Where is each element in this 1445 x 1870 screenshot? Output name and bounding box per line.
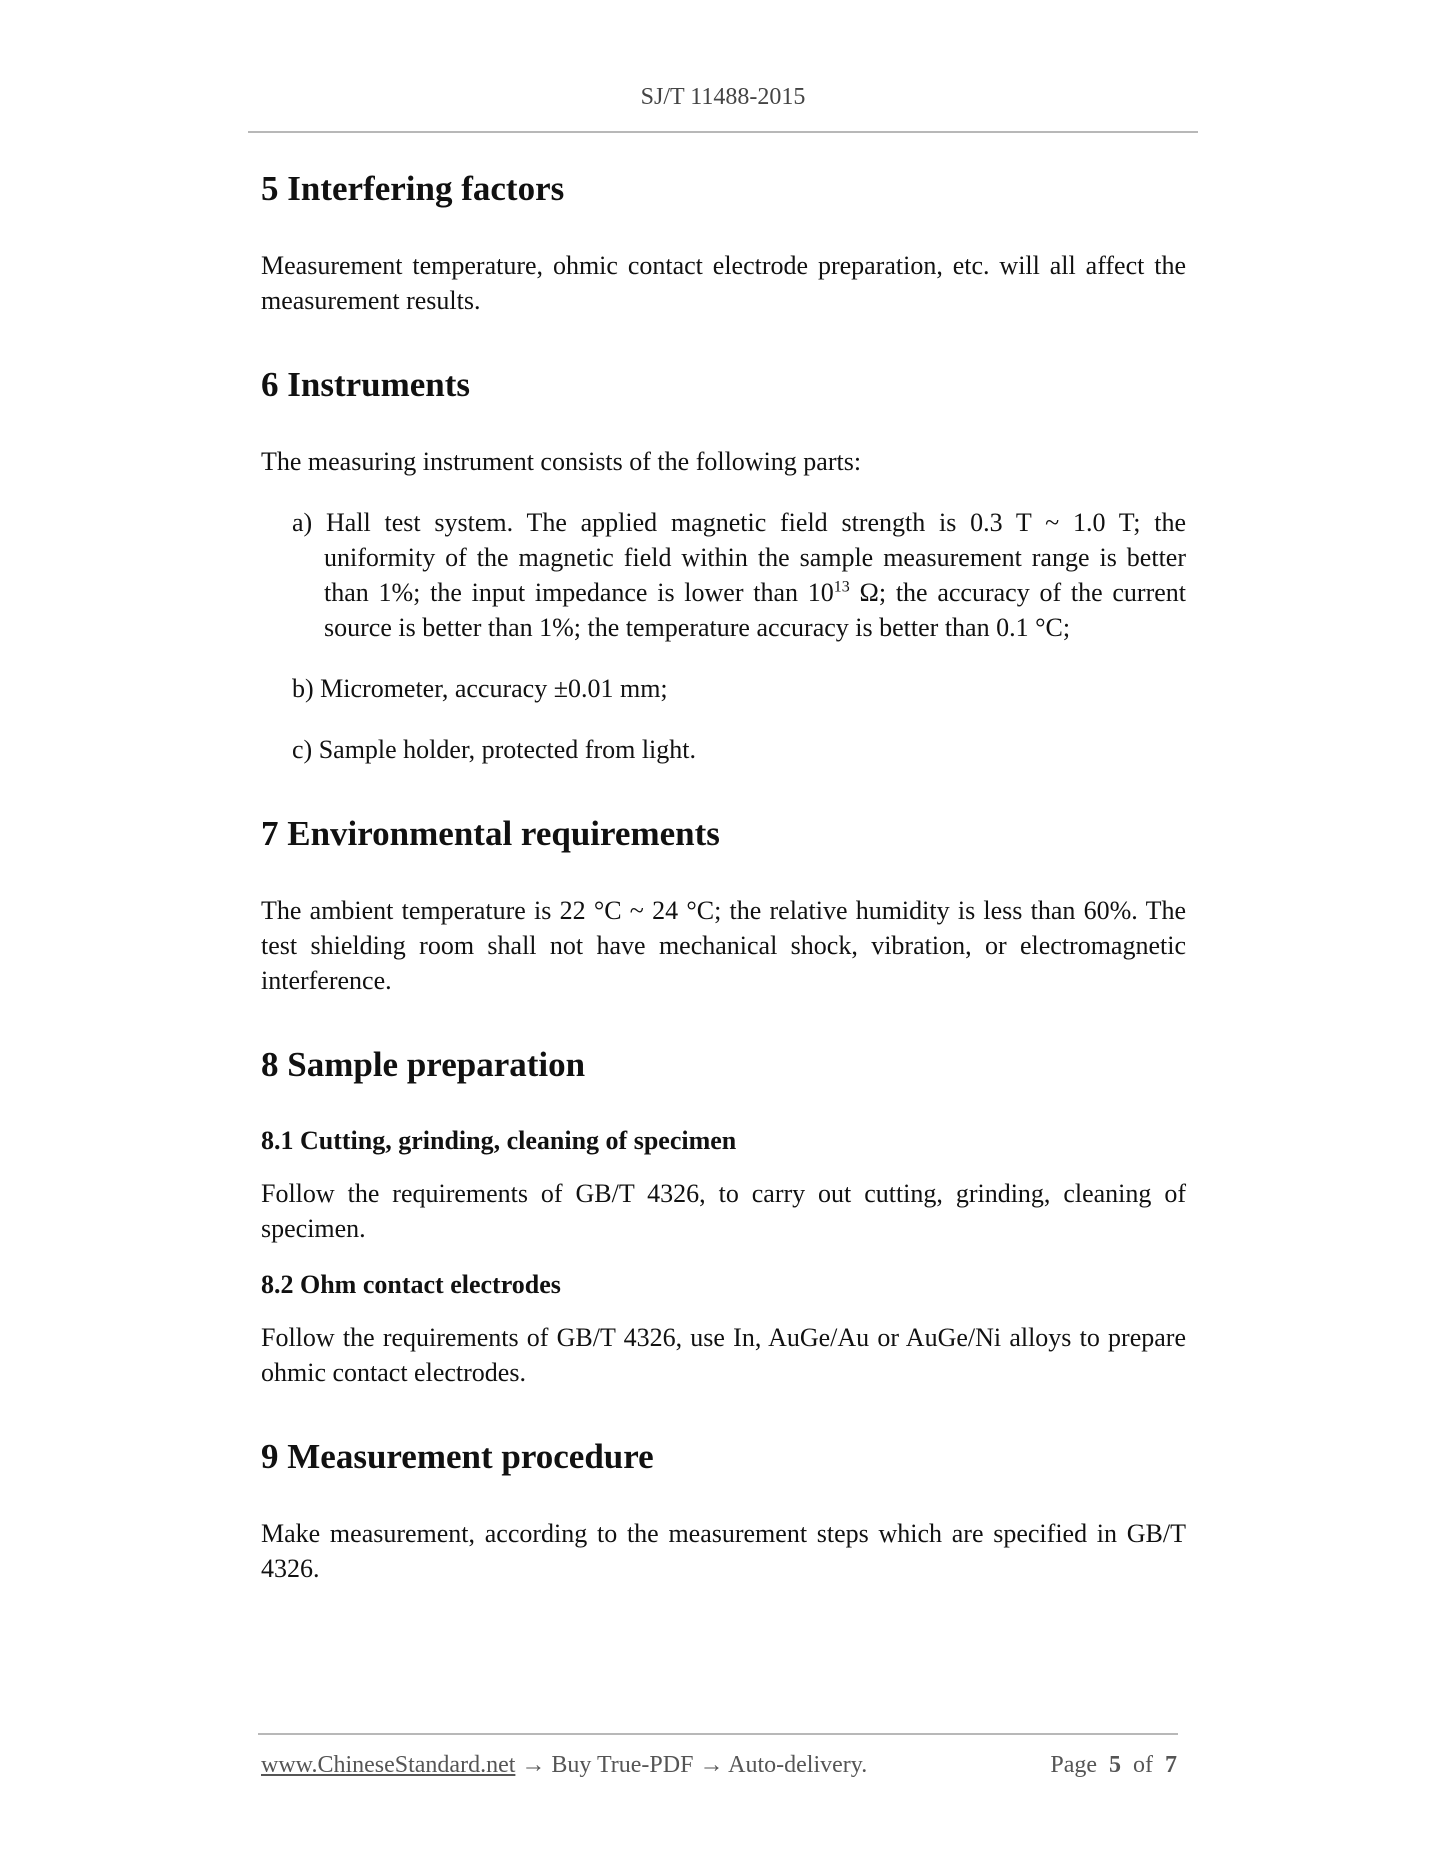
document-body — [261, 168, 1186, 1632]
list-item-c: c) Sample holder, protected from light. — [292, 735, 697, 764]
section-6-intro: The measuring instrument consists of the following parts: — [261, 447, 862, 476]
page-word: Page — [1050, 1752, 1097, 1778]
page-indicator — [1050, 1752, 1177, 1779]
of-word: of — [1133, 1752, 1153, 1778]
buy-text: Buy True-PDF — [551, 1752, 694, 1778]
list-item-a-text-end: Ω; the accuracy of the current source is better than 1%; the temperature accuracy is better than 0.1 °C; — [324, 578, 1186, 642]
footer-divider — [258, 1733, 1178, 1735]
section-9-title: 9 Measurement procedure — [261, 1436, 654, 1476]
section-9-body: Make measurement, according to the measurement steps which are specified in GB/T 4326. — [261, 1518, 1186, 1583]
section-5-title: 5 Interfering factors — [261, 169, 565, 208]
section-5-body: Measurement temperature, ohmic contact electrode preparation, etc. will all affect the measurement results. — [261, 251, 1186, 315]
subsection-8-1-title: 8.1 Cutting, grinding, cleaning of specimen — [261, 1126, 737, 1155]
arrow-icon: → — [699, 1752, 724, 1778]
subsection-8-2-title: 8.2 Ohm contact electrodes — [261, 1269, 561, 1299]
subsection-8-2-body: Follow the requirements of GB/T 4326, use In, AuGe/Au or AuGe/Ni alloys to prepare ohmic contact electrodes. — [261, 1322, 1186, 1387]
arrow-icon: → — [521, 1752, 546, 1778]
list-item-a-text: a) Hall test system. The applied magnetic field strength is 0.3 T ~ 1.0 T; the uniformity of the magnetic field within the sample measurement range is better than 1%; the input impedance is lower than 10 — [292, 508, 1186, 607]
subsection-8-1-body: Follow the requirements of GB/T 4326, to carry out cutting, grinding, cleaning of specimen. — [261, 1178, 1186, 1243]
section-8-title: 8 Sample preparation — [261, 1045, 586, 1084]
list-item-a — [292, 505, 1186, 645]
section-6-title: 6 Instruments — [261, 365, 471, 404]
page-total: 7 — [1165, 1752, 1177, 1778]
site-link[interactable]: www.ChineseStandard.net — [261, 1752, 516, 1778]
exponent-superscript: 13 — [833, 578, 850, 596]
delivery-text: Auto-delivery. — [728, 1752, 868, 1778]
page-current: 5 — [1109, 1752, 1121, 1778]
header-divider — [248, 131, 1198, 133]
section-7-title: 7 Environmental requirements — [261, 814, 720, 853]
section-7-body: The ambient temperature is 22 °C ~ 24 °C; the relative humidity is less than 60%. The test shielding room shall not have mechanical shock, vibration, or electromagnetic interference. — [261, 896, 1186, 995]
footer-promo — [261, 1752, 867, 1779]
list-item-b: b) Micrometer, accuracy ±0.01 mm; — [292, 674, 668, 703]
page-header: SJ/T 11488-2015 — [640, 84, 806, 110]
